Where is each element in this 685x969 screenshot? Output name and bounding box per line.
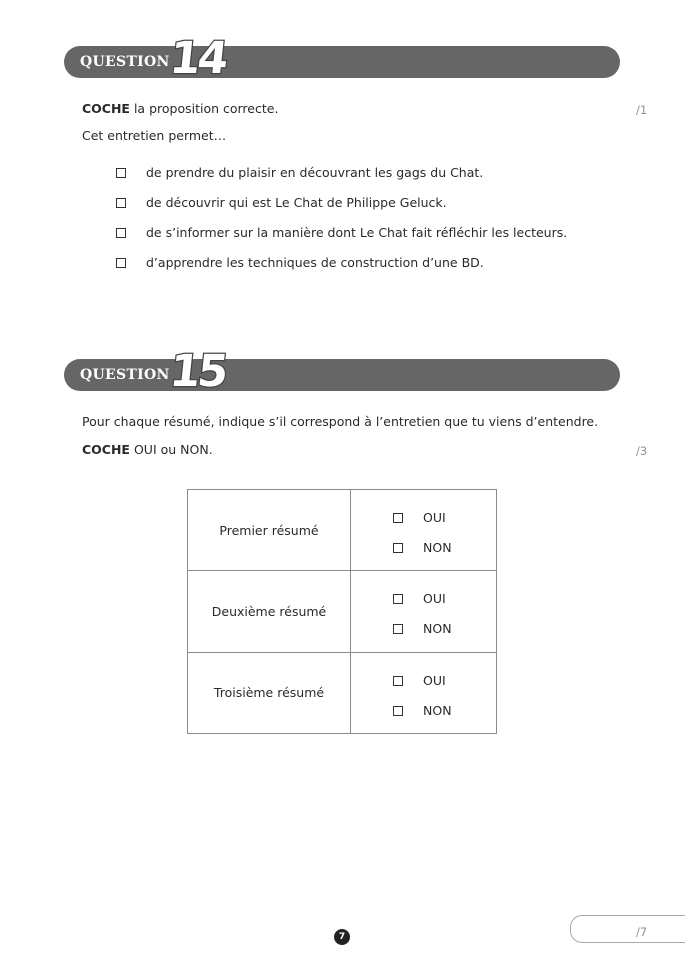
checkbox[interactable] [116, 258, 126, 268]
q14-stem: Cet entretien permet… [82, 128, 227, 143]
question-number: 15 [167, 346, 228, 397]
q14-instruction [82, 101, 278, 116]
q15-score: /3 [636, 444, 648, 458]
yes-label: OUI [423, 672, 446, 688]
option-label: de découvrir qui est Le Chat de Philippe Geluck. [146, 195, 447, 210]
q14-score: /1 [636, 103, 648, 117]
question-label: QUESTION [80, 54, 170, 70]
q15-instruction [82, 442, 213, 457]
choice-cell [351, 571, 497, 652]
summary-table [187, 489, 497, 734]
question-number: 14 [167, 33, 228, 84]
checkbox[interactable] [393, 706, 403, 716]
checkbox[interactable] [393, 676, 403, 686]
yes-label: OUI [423, 510, 446, 525]
question-14-header [64, 33, 620, 84]
page-number: 7 [334, 929, 350, 945]
checkbox[interactable] [393, 594, 403, 604]
no-label: NON [423, 621, 452, 637]
question-label: QUESTION [80, 367, 170, 383]
no-label: NON [423, 702, 452, 718]
table-row [188, 652, 497, 733]
table-row [188, 490, 497, 571]
instruction-text: OUI ou NON. [129, 442, 213, 457]
summary-name: Deuxième résumé [188, 571, 351, 652]
checkbox[interactable] [116, 228, 126, 238]
instruction-text: la proposition correcte. [129, 101, 279, 116]
checkbox[interactable] [116, 168, 126, 178]
summary-name: Troisième résumé [188, 652, 351, 733]
no-label: NON [423, 540, 452, 555]
checkbox[interactable] [116, 198, 126, 208]
choice-cell [351, 490, 497, 571]
checkbox[interactable] [393, 624, 403, 634]
table-row [188, 571, 497, 652]
checkbox[interactable] [393, 513, 403, 523]
question-15-header [64, 346, 620, 397]
option-label: d’apprendre les techniques de construction d’une BD. [146, 255, 484, 270]
total-score-tab [570, 915, 685, 943]
q15-intro: Pour chaque résumé, indique s’il correspond à l’entretien que tu viens d’entendre. [82, 414, 599, 429]
summary-name: Premier résumé [188, 490, 351, 571]
instruction-keyword: COCHE [82, 442, 130, 457]
instruction-keyword: COCHE [82, 101, 130, 116]
choice-cell [351, 652, 497, 733]
yes-label: OUI [423, 591, 446, 607]
option-label: de s’informer sur la manière dont Le Chat fait réfléchir les lecteurs. [146, 225, 568, 240]
option-label: de prendre du plaisir en découvrant les gags du Chat. [146, 165, 484, 180]
total-score: /7 [636, 925, 648, 939]
checkbox[interactable] [393, 543, 403, 553]
